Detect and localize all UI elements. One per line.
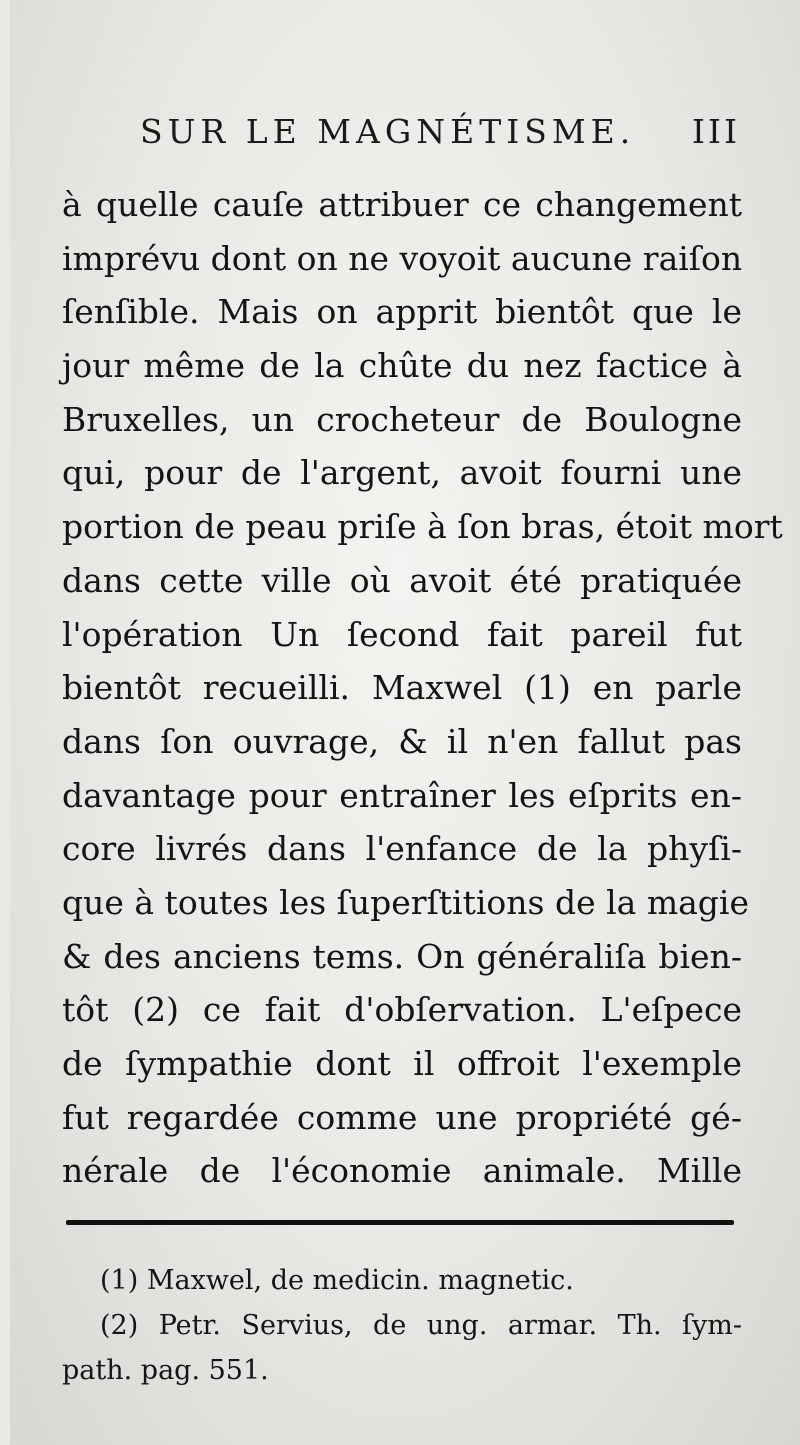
footnote-2: (2) Petr. Servius, de ung. armar. Th. ſym- [100,1310,742,1341]
text-line: l'opération Un ſecond fait pareil fut [62,614,742,654]
page-number: III [691,112,740,151]
text-line: imprévu dont on ne voyoit aucune raiſon [62,238,743,278]
text-line: nérale de l'économie animale. Mille [62,1151,742,1191]
text-line: Bruxelles, un crocheteur de Boulogne [62,399,742,439]
text-line: tôt (2) ce fait d'obſervation. L'eſpece [62,990,742,1030]
text-line: à quelle cauſe attribuer ce changement [62,185,742,224]
text-line: que à toutes les ſuperſtitions de la magie [62,882,749,922]
text-line: bientôt recueilli. Maxwel (1) en parle [62,668,742,708]
text-line: de ſympathie dont il offroit l'exemple [62,1044,742,1083]
footnote-2-continued: path. pag. 551. [62,1355,269,1386]
text-line: portion de peau priſe à ſon bras, étoit mort [62,507,783,547]
text-line: & des anciens tems. On généraliſa bien- [62,936,742,976]
body-text [62,178,783,1198]
running-title: SUR LE MAGNÉTISME. [140,112,636,151]
text-line: dans ſon ouvrage, & il n'en fallut pas [62,721,742,761]
text-line: qui, pour de l'argent, avoit fourni une [62,453,742,493]
text-line: core livrés dans l'enfance de la phyſi- [62,829,742,869]
text-line: ſenſible. Mais on apprit bientôt que le [62,292,742,332]
text-line: jour même de la chûte du nez factice à [62,346,742,386]
page-header [140,112,740,162]
text-line: fut regardée comme une propriété gé- [62,1097,742,1137]
footnote-1: (1) Maxwel, de medicin. magnetic. [100,1265,574,1296]
page-edge [0,0,10,1445]
text-line: dans cette ville où avoit été pratiquée [62,560,742,600]
footnotes [62,1258,742,1393]
footnote-rule [66,1220,734,1225]
text-line: davantage pour entraîner les eſprits en- [62,775,742,815]
